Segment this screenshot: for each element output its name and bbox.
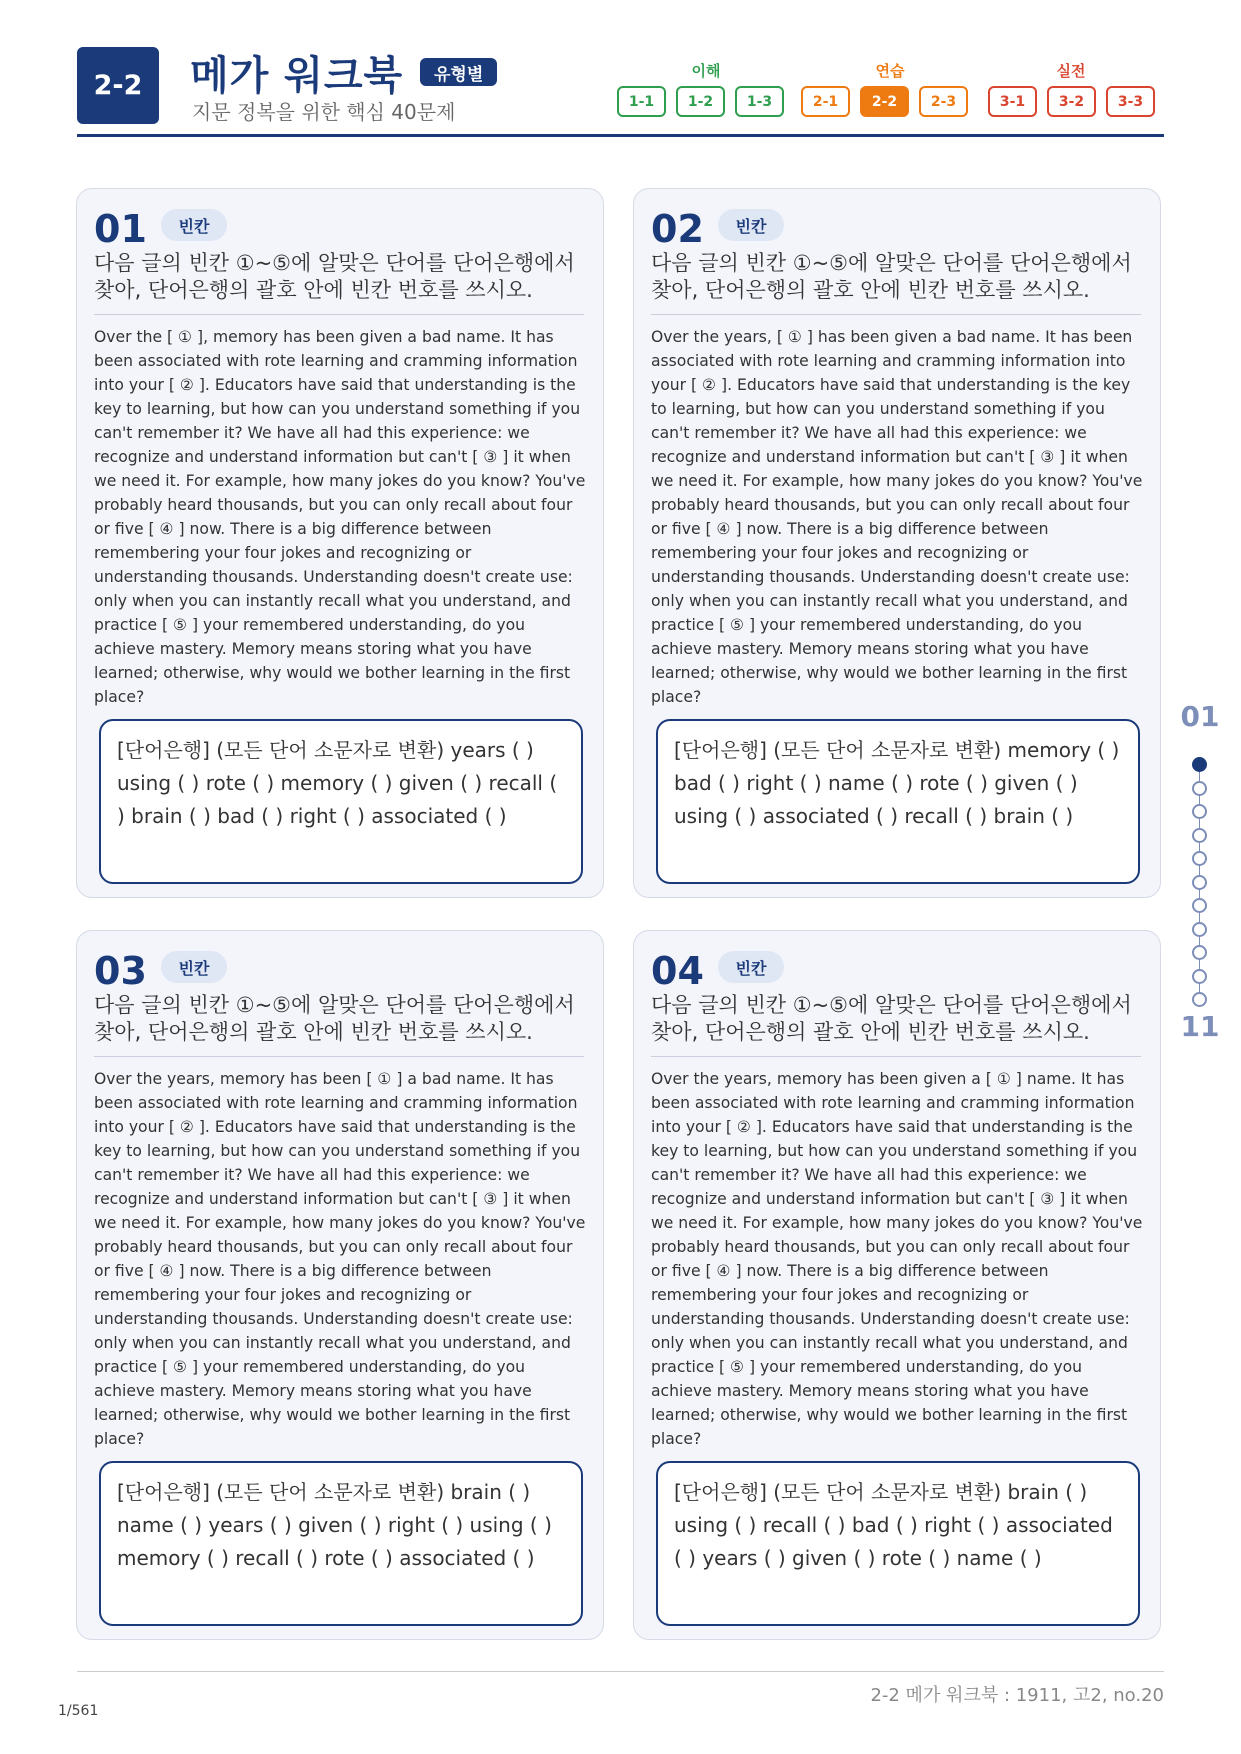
nav-start-label: 01 bbox=[1180, 700, 1220, 733]
level-button-2-2[interactable]: 2-2 bbox=[860, 86, 909, 117]
page-nav-dot[interactable] bbox=[1192, 828, 1207, 843]
page-subtitle: 지문 정복을 위한 핵심 40문제 bbox=[192, 100, 456, 124]
passage-text: Over the years, memory has been given a [ ① ] name. It has been associated with rote learning and cramming information into your [ ② ]. Educators have said that understanding is the key to learning, but how can you understand something if you can't remember it? We have all had this experience: we recognize and understand information but can't [ ③ ] it when we need it. For example, how many jokes do you know? You've probably heard thousands, but you can only recall about four or five [ ④ ] now. There is a big difference between remembering your four jokes and recognizing or understanding thousands. Understanding doesn't create use: only when you can instantly recall what you understand, and practice [ ⑤ ] your remembered understanding, do you achieve mastery. Memory means storing what you have learned; otherwise, why would we bother learning in the first place? bbox=[651, 1070, 1143, 1448]
question-card-03 bbox=[76, 930, 604, 1640]
group-label-understand: 이해 bbox=[691, 62, 721, 80]
question-instruction: 다음 글의 빈칸 ①~⑤에 알맞은 단어를 단어은행에서 찾아, 단어은행의 괄호 안에 빈칸 번호를 쓰시오. bbox=[94, 993, 575, 1044]
passage-text: Over the years, [ ① ] has been given a bad name. It has been associated with rote learning and cramming information into your [ ② ]. Educators have said that understanding is the key to learning, but how can you understand something if you can't remember it? We have all had this experience: we recognize and understand information but can't [ ③ ] it when we need it. For example, how many jokes do you know? You've probably heard thousands, but you can only recall about four or five [ ④ ] now. There is a big difference between remembering your four jokes and recognizing or understanding thousands. Understanding doesn't create use: only when you can instantly recall what you understand, and practice [ ⑤ ] your remembered understanding, do you achieve mastery. Memory means storing what you have learned; otherwise, why would we bother learning in the first place? bbox=[651, 328, 1143, 706]
question-instruction: 다음 글의 빈칸 ①~⑤에 알맞은 단어를 단어은행에서 찾아, 단어은행의 괄호 안에 빈칸 번호를 쓰시오. bbox=[651, 251, 1132, 302]
page-title: 메가 워크북 bbox=[190, 53, 404, 99]
level-button-1-2[interactable]: 1-2 bbox=[676, 86, 725, 117]
question-number: 02 bbox=[651, 207, 704, 251]
page-nav-dot[interactable] bbox=[1192, 945, 1207, 960]
question-number: 01 bbox=[94, 207, 147, 251]
page-nav-dot[interactable] bbox=[1192, 992, 1207, 1007]
page-nav-dot[interactable] bbox=[1192, 922, 1207, 937]
page-nav-dot[interactable] bbox=[1192, 804, 1207, 819]
page-number: 1/561 bbox=[58, 1703, 99, 1719]
nav-end-label: 11 bbox=[1180, 1010, 1220, 1043]
level-button-3-3[interactable]: 3-3 bbox=[1106, 86, 1155, 117]
level-button-3-1[interactable]: 3-1 bbox=[988, 86, 1037, 117]
page-nav-dot[interactable] bbox=[1192, 969, 1207, 984]
page-nav-dot[interactable] bbox=[1192, 875, 1207, 890]
question-instruction: 다음 글의 빈칸 ①~⑤에 알맞은 단어를 단어은행에서 찾아, 단어은행의 괄호 안에 빈칸 번호를 쓰시오. bbox=[651, 993, 1132, 1044]
footer-divider bbox=[77, 1671, 1164, 1672]
passage-text: Over the years, memory has been [ ① ] a bad name. It has been associated with rote learning and cramming information into your [ ② ]. Educators have said that understanding is the key to learning, but how can you understand something if you can't remember it? We have all had this experience: we recognize and understand information but can't [ ③ ] it when we need it. For example, how many jokes do you know? You've probably heard thousands, but you can only recall about four or five [ ④ ] now. There is a big difference between remembering your four jokes and recognizing or understanding thousands. Understanding doesn't create use: only when you can instantly recall what you understand, and practice [ ⑤ ] your remembered understanding, do you achieve mastery. Memory means storing what you have learned; otherwise, why would we bother learning in the first place? bbox=[94, 1070, 586, 1448]
word-bank: [단어은행] (모든 단어 소문자로 변환) brain ( ) name ( ) years ( ) given ( ) right ( ) using ( ) memory ( ) recall ( ) rote ( ) associated ( ) bbox=[99, 1461, 583, 1626]
word-bank: [단어은행] (모든 단어 소문자로 변환) memory ( ) bad ( ) right ( ) name ( ) rote ( ) given ( ) using ( ) associated ( ) recall ( ) brain ( ) bbox=[656, 719, 1140, 884]
type-badge: 유형별 bbox=[420, 58, 497, 86]
word-bank: [단어은행] (모든 단어 소문자로 변환) years ( ) using ( ) rote ( ) memory ( ) given ( ) recall ( ) brain ( ) bad ( ) right ( ) associated ( ) bbox=[99, 719, 583, 884]
level-button-1-1[interactable]: 1-1 bbox=[617, 86, 666, 117]
card-divider bbox=[651, 314, 1141, 315]
group-label-practice: 연습 bbox=[875, 62, 905, 80]
level-button-2-3[interactable]: 2-3 bbox=[919, 86, 968, 117]
question-number: 04 bbox=[651, 949, 704, 993]
level-button-3-2[interactable]: 3-2 bbox=[1047, 86, 1096, 117]
question-card-02 bbox=[633, 188, 1161, 898]
card-divider bbox=[94, 1056, 584, 1057]
page-nav-dot[interactable] bbox=[1192, 781, 1207, 796]
group-label-real: 실전 bbox=[1056, 62, 1086, 80]
unit-badge: 2-2 bbox=[77, 47, 159, 124]
question-type-badge: 빈칸 bbox=[161, 209, 227, 241]
level-button-2-1[interactable]: 2-1 bbox=[801, 86, 850, 117]
question-instruction: 다음 글의 빈칸 ①~⑤에 알맞은 단어를 단어은행에서 찾아, 단어은행의 괄호 안에 빈칸 번호를 쓰시오. bbox=[94, 251, 575, 302]
footer-reference: 2-2 메가 워크북 : 1911, 고2, no.20 bbox=[870, 1685, 1164, 1706]
question-card-04 bbox=[633, 930, 1161, 1640]
word-bank: [단어은행] (모든 단어 소문자로 변환) brain ( ) using ( ) recall ( ) bad ( ) right ( ) associated ( ) years ( ) given ( ) rote ( ) name ( ) bbox=[656, 1461, 1140, 1626]
page-nav-dot[interactable] bbox=[1192, 757, 1207, 772]
question-type-badge: 빈칸 bbox=[718, 209, 784, 241]
header-divider bbox=[77, 134, 1164, 137]
level-button-1-3[interactable]: 1-3 bbox=[735, 86, 784, 117]
page-nav-dot[interactable] bbox=[1192, 898, 1207, 913]
passage-text: Over the [ ① ], memory has been given a bad name. It has been associated with rote learning and cramming information into your [ ② ]. Educators have said that understanding is the key to learning, but how can you understand something if you can't remember it? We have all had this experience: we recognize and understand information but can't [ ③ ] it when we need it. For example, how many jokes do you know? You've probably heard thousands, but you can only recall about four or five [ ④ ] now. There is a big difference between remembering your four jokes and recognizing or understanding thousands. Understanding doesn't create use: only when you can instantly recall what you understand, and practice [ ⑤ ] your remembered understanding, do you achieve mastery. Memory means storing what you have learned; otherwise, why would we bother learning in the first place? bbox=[94, 328, 586, 706]
question-card-01 bbox=[76, 188, 604, 898]
card-divider bbox=[651, 1056, 1141, 1057]
page-nav-dot[interactable] bbox=[1192, 851, 1207, 866]
card-divider bbox=[94, 314, 584, 315]
question-type-badge: 빈칸 bbox=[161, 951, 227, 983]
question-type-badge: 빈칸 bbox=[718, 951, 784, 983]
question-number: 03 bbox=[94, 949, 147, 993]
